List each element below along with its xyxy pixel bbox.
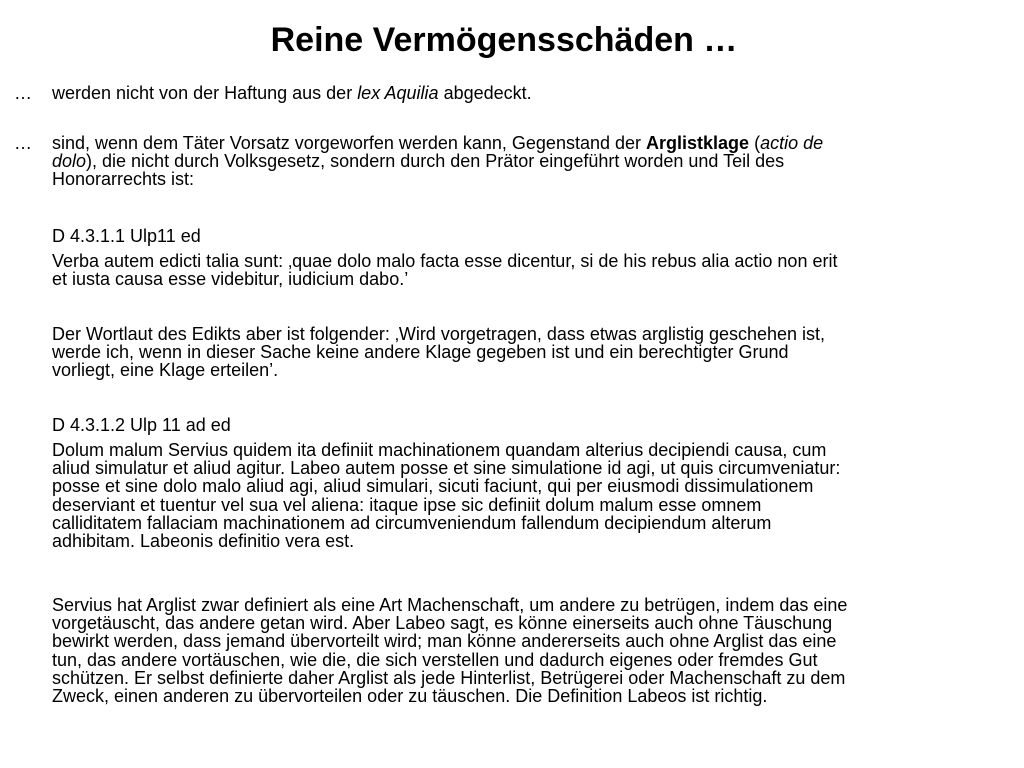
- text-line: Der Wortlaut des Edikts aber ist folgender: ‚Wird vorgetragen, dass etwas arglistig geschehen ist,: [52, 324, 826, 344]
- text-line: posse et sine dolo malo aliud agi, aliud simulari, sicuti faciunt, qui per eiusmodi dissimulationem: [52, 476, 814, 497]
- text-line: tun, das andere vortäuschen, wie die, die sich verstellen und dadurch eigenes oder fremdes Gut: [52, 649, 818, 670]
- text-line: bewirkt werden, dass jemand übervorteilt wird; man könne andererseits auch ohne Arglist das eine: [52, 631, 837, 652]
- citation-latin-1: [52, 252, 1002, 288]
- bullet-text-italic: lex Aquilia: [357, 83, 439, 103]
- citation-reference-2: D 4.3.1.2 Ulp 11 ad ed: [52, 415, 231, 435]
- bullet-text: [52, 84, 1002, 102]
- citation-german-2: [52, 596, 1002, 705]
- text-line: adhibitam. Labeonis definitio vera est.: [52, 531, 355, 552]
- bullet-marker: …: [14, 133, 32, 153]
- bullet-text-bold: Arglistklage: [646, 133, 750, 153]
- text-line: et iusta causa esse videbitur, iudicium dabo.’: [52, 269, 409, 290]
- bullet-text-plain: sind, wenn dem Täter Vorsatz vorgeworfen werden kann, Gegenstand der: [52, 133, 647, 153]
- bullet-line-2: [52, 152, 1002, 170]
- bullet-line-1: [52, 134, 1002, 152]
- text-line: werde ich, wenn in dieser Sache keine andere Klage gegeben ist und ein berechtigter Grund: [52, 342, 789, 363]
- bullet-text-plain-end: abgedeckt.: [438, 83, 532, 103]
- text-line: vorgetäuscht, das andere getan wird. Aber Labeo sagt, es könne einerseits auch ohne Täuschung: [52, 613, 833, 634]
- text-line: deserviant et tuentur vel sua vel aliena: itaque ipse sic definiit dolum malum esse omnem: [52, 494, 762, 515]
- text-line: Verba autem edicti talia sunt: ‚quae dolo malo facta esse dicentur, si de his rebus alia actio non erit: [52, 251, 838, 271]
- citation-reference-1: D 4.3.1.1 Ulp11 ed: [52, 226, 201, 246]
- text-line: schützen. Er selbst definierte daher Arglist als jede Hinterlist, Betrügerei oder Machenschaft zu dem: [52, 667, 846, 688]
- text-line: Servius hat Arglist zwar definiert als eine Art Machenschaft, um andere zu betrügen, indem das eine: [52, 595, 848, 615]
- bullet-text-plain: ), die nicht durch Volksgesetz, sondern durch den Prätor eingeführt worden und Teil des: [86, 151, 785, 172]
- bullet-line-3: Honorarrechts ist:: [52, 169, 195, 190]
- text-line: aliud simulatur et aliud agitur. Labeo autem posse et sine simulatione id agi, ut quis circumveniatur:: [52, 458, 841, 479]
- bullet-text: [52, 134, 1002, 189]
- text-line: calliditatem fallaciam machinationem ad circumveniendum fallendum decipiendum alterum: [52, 512, 772, 533]
- text-line: vorliegt, eine Klage erteilen’.: [52, 360, 279, 381]
- slide-title: Reine Vermögensschäden …: [270, 21, 738, 59]
- bullet-text-paren: (: [749, 133, 761, 153]
- bullet-text-plain: werden nicht von der Haftung aus der: [52, 83, 358, 103]
- citation-german-1: [52, 325, 1002, 380]
- bullet-marker: …: [14, 83, 32, 103]
- text-line: Zweck, einen anderen zu übervorteilen oder zu täuschen. Die Definition Labeos ist richtig.: [52, 686, 768, 707]
- text-line: Dolum malum Servius quidem ita definiit machinationem quandam alterius decipiendi causa, cum: [52, 440, 827, 460]
- citation-latin-2: [52, 441, 1002, 550]
- bullet-text-italic: dolo: [52, 151, 87, 172]
- bullet-text-italic: actio de: [760, 133, 824, 153]
